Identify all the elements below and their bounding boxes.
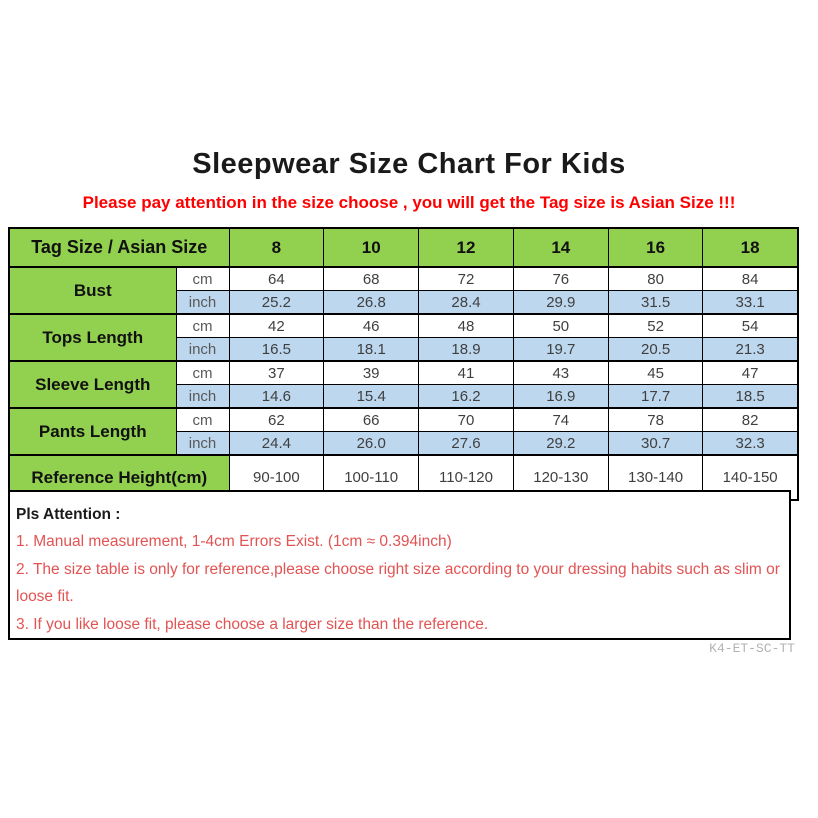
value-cell: 72 (419, 267, 514, 291)
value-cell: 20.5 (608, 338, 703, 362)
value-cell: 37 (229, 361, 324, 385)
measurement-label-cell: Pants Length (9, 408, 176, 455)
value-cell: 64 (229, 267, 324, 291)
value-cell: 41 (419, 361, 514, 385)
reference-value-cell: 100-110 (324, 455, 419, 500)
measurement-label-cell: Bust (9, 267, 176, 314)
value-cell: 47 (703, 361, 798, 385)
measurement-row (9, 361, 798, 385)
corner-label-cell: Tag Size / Asian Size (9, 228, 229, 267)
value-cell: 31.5 (608, 291, 703, 315)
attention-note-1: 1. Manual measurement, 1-4cm Errors Exist. (1cm ≈ 0.394inch) (16, 533, 452, 550)
unit-cell: inch (176, 291, 229, 315)
value-cell: 19.7 (513, 338, 608, 362)
value-cell: 68 (324, 267, 419, 291)
measurement-label-cell: Tops Length (9, 314, 176, 361)
reference-value-cell: 110-120 (419, 455, 514, 500)
asian-size-warning: Please pay attention in the size choose , you will get the Tag size is Asian Size !!! (82, 193, 736, 212)
unit-cell: inch (176, 338, 229, 362)
value-cell: 74 (513, 408, 608, 432)
value-cell: 76 (513, 267, 608, 291)
value-cell: 46 (324, 314, 419, 338)
value-cell: 39 (324, 361, 419, 385)
value-cell: 17.7 (608, 385, 703, 409)
value-cell: 33.1 (703, 291, 798, 315)
value-cell: 15.4 (324, 385, 419, 409)
size-header-cell: 10 (324, 228, 419, 267)
value-cell: 25.2 (229, 291, 324, 315)
page-title: Sleepwear Size Chart For Kids (192, 148, 626, 180)
reference-value-cell: 120-130 (513, 455, 608, 500)
value-cell: 27.6 (419, 432, 514, 456)
reference-value-cell: 130-140 (608, 455, 703, 500)
value-cell: 26.0 (324, 432, 419, 456)
attention-box (8, 490, 791, 640)
reference-label-cell: Reference Height(cm) (9, 455, 229, 500)
reference-value-cell: 140-150 (703, 455, 798, 500)
value-cell: 54 (703, 314, 798, 338)
value-cell: 24.4 (229, 432, 324, 456)
reference-value-cell: 90-100 (229, 455, 324, 500)
value-cell: 32.3 (703, 432, 798, 456)
unit-cell: inch (176, 432, 229, 456)
value-cell: 30.7 (608, 432, 703, 456)
value-cell: 50 (513, 314, 608, 338)
measurement-label-cell: Sleeve Length (9, 361, 176, 408)
value-cell: 70 (419, 408, 514, 432)
size-table-body (9, 267, 798, 500)
unit-cell: inch (176, 385, 229, 409)
value-cell: 45 (608, 361, 703, 385)
value-cell: 80 (608, 267, 703, 291)
value-cell: 16.5 (229, 338, 324, 362)
value-cell: 18.9 (419, 338, 514, 362)
value-cell: 18.1 (324, 338, 419, 362)
value-cell: 18.5 (703, 385, 798, 409)
value-cell: 29.2 (513, 432, 608, 456)
unit-cell: cm (176, 314, 229, 338)
measurement-row (9, 408, 798, 432)
size-header-cell: 16 (608, 228, 703, 267)
size-header-cell: 18 (703, 228, 798, 267)
size-header-cell: 12 (419, 228, 514, 267)
unit-cell: cm (176, 408, 229, 432)
measurement-row (9, 314, 798, 338)
value-cell: 43 (513, 361, 608, 385)
size-table (8, 227, 799, 501)
attention-note-2: 2. The size table is only for reference,please choose right size according to your dressing habits such as slim or loose fit. (16, 560, 780, 605)
value-cell: 52 (608, 314, 703, 338)
value-cell: 28.4 (419, 291, 514, 315)
size-header-cell: 8 (229, 228, 324, 267)
value-cell: 21.3 (703, 338, 798, 362)
value-cell: 16.2 (419, 385, 514, 409)
value-cell: 84 (703, 267, 798, 291)
value-cell: 42 (229, 314, 324, 338)
value-cell: 29.9 (513, 291, 608, 315)
size-header-row (9, 228, 798, 267)
attention-heading: Pls Attention : (16, 506, 121, 523)
value-cell: 78 (608, 408, 703, 432)
value-cell: 66 (324, 408, 419, 432)
measurement-row (9, 267, 798, 291)
value-cell: 48 (419, 314, 514, 338)
size-header-cell: 14 (513, 228, 608, 267)
size-table-head (9, 228, 798, 267)
value-cell: 26.8 (324, 291, 419, 315)
value-cell: 82 (703, 408, 798, 432)
value-cell: 62 (229, 408, 324, 432)
value-cell: 14.6 (229, 385, 324, 409)
attention-note-3: 3. If you like loose fit, please choose a larger size than the reference. (16, 615, 489, 633)
unit-cell: cm (176, 361, 229, 385)
unit-cell: cm (176, 267, 229, 291)
value-cell: 16.9 (513, 385, 608, 409)
product-code-watermark: K4-ET-SC-TT (709, 641, 795, 656)
